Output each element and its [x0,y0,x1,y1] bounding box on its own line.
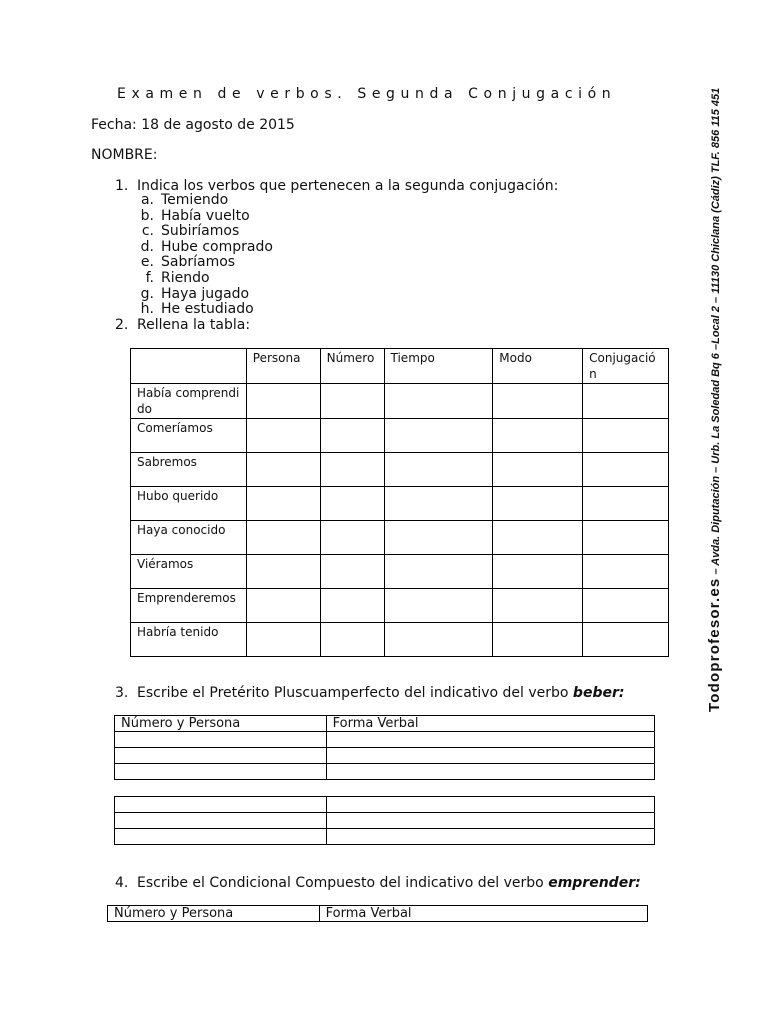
verb-table [130,348,669,657]
answer-cell[interactable] [326,813,654,829]
table-row [131,589,669,623]
verb-cell: Había comprendido [131,384,247,419]
answer-cell[interactable] [115,813,327,829]
table-row [115,813,655,829]
answer-cell[interactable] [320,589,384,623]
table-header-row [108,906,648,922]
table-row [115,748,655,764]
question-2-text: Rellena la tabla: [137,317,251,333]
name-line: NOMBRE: [91,147,158,163]
table-header-row [131,349,669,384]
answer-cell[interactable] [246,384,320,419]
answer-cell[interactable] [384,384,493,419]
question-1-options [130,193,273,318]
answer-cell[interactable] [115,797,327,813]
header-cell: Número y Persona [108,906,320,922]
list-item: e. Sabríamos [140,254,236,271]
header-cell: Número y Persona [115,716,327,732]
answer-cell[interactable] [493,589,583,623]
answer-cell[interactable] [384,521,493,555]
answer-cell[interactable] [384,623,493,657]
answer-cell[interactable] [384,419,493,453]
answer-cell[interactable] [246,521,320,555]
answer-cell[interactable] [326,732,654,748]
answer-cell[interactable] [115,829,327,845]
answer-cell[interactable] [320,487,384,521]
table-row [115,764,655,780]
side-footer [706,88,724,712]
answer-cell[interactable] [493,453,583,487]
answer-cell[interactable] [384,487,493,521]
question-2-number: 2. [115,317,129,333]
answer-cell[interactable] [246,487,320,521]
condicional-table [107,905,648,922]
table-row [115,797,655,813]
answer-cell[interactable] [583,384,669,419]
list-item: h. He estudiado [140,301,254,318]
question-4-number: 4. [115,875,129,891]
address-text: – Avda. Diputación – Urb. La Soledad Bq 6 –Local 2 – 11130 Chiclana (Cádiz) TLF. 856 115 451 [710,87,722,578]
answer-cell[interactable] [115,748,327,764]
answer-cell[interactable] [583,487,669,521]
answer-cell[interactable] [326,829,654,845]
verb-cell: Sabremos [131,453,247,487]
header-cell: Tiempo [384,349,493,384]
answer-cell[interactable] [246,589,320,623]
verb-cell: Viéramos [131,555,247,589]
answer-cell[interactable] [115,732,327,748]
answer-cell[interactable] [493,623,583,657]
brand-text: Todoprofesor.es [706,577,723,712]
question-3 [115,685,624,701]
page-title: Examen de verbos. Segunda Conjugación [117,86,617,102]
question-4 [115,875,641,891]
answer-cell[interactable] [493,384,583,419]
verb-cell: Hubo querido [131,487,247,521]
header-cell: Persona [246,349,320,384]
verb-cell: Haya conocido [131,521,247,555]
list-item: f. Riendo [145,269,210,286]
answer-cell[interactable] [246,419,320,453]
header-cell: Modo [493,349,583,384]
question-3-number: 3. [115,685,129,701]
answer-cell[interactable] [583,521,669,555]
answer-cell[interactable] [246,453,320,487]
table-row [115,732,655,748]
header-cell: Número [320,349,384,384]
answer-cell[interactable] [493,521,583,555]
list-item: d. Hube comprado [140,238,273,255]
pluscuamperfecto-table-1 [114,715,655,780]
answer-cell[interactable] [583,555,669,589]
answer-cell[interactable] [320,521,384,555]
question-1-number: 1. [115,178,129,194]
table-row [131,487,669,521]
answer-cell[interactable] [493,487,583,521]
answer-cell[interactable] [320,555,384,589]
table-row [131,453,669,487]
answer-cell[interactable] [246,555,320,589]
table-header-row [115,716,655,732]
verb-cell: Habría tenido [131,623,247,657]
table-row [115,829,655,845]
question-1-text: Indica los verbos que pertenecen a la segunda conjugación: [137,178,559,194]
header-cell: Forma Verbal [326,716,654,732]
date-line: Fecha: 18 de agosto de 2015 [91,117,295,133]
answer-cell[interactable] [493,555,583,589]
list-item: b. Había vuelto [140,207,250,224]
table-row [131,419,669,453]
answer-cell[interactable] [493,419,583,453]
question-4-verb: emprender: [548,875,641,891]
pluscuamperfecto-table-2 [114,796,655,845]
verb-cell: Comeríamos [131,419,247,453]
answer-cell[interactable] [246,623,320,657]
table-row [131,384,669,419]
answer-cell[interactable] [384,453,493,487]
answer-cell[interactable] [320,623,384,657]
header-cell [131,349,247,384]
answer-cell[interactable] [115,764,327,780]
verb-cell: Emprenderemos [131,589,247,623]
question-4-text: Escribe el Condicional Compuesto del indicativo del verbo [137,875,549,891]
answer-cell[interactable] [384,555,493,589]
question-3-verb: beber: [572,685,625,701]
answer-cell[interactable] [320,384,384,419]
list-item: a. Temiendo [140,192,229,208]
list-item: c. Subiríamos [141,223,240,240]
answer-cell[interactable] [326,764,654,780]
answer-cell[interactable] [320,453,384,487]
answer-cell[interactable] [583,419,669,453]
table-row [131,623,669,657]
header-cell: Forma Verbal [319,906,647,922]
answer-cell[interactable] [384,589,493,623]
answer-cell[interactable] [326,797,654,813]
list-item: g. Haya jugado [140,285,250,302]
answer-cell[interactable] [583,623,669,657]
answer-cell[interactable] [320,419,384,453]
table-row [131,555,669,589]
header-cell: Conjugación [583,349,669,384]
answer-cell[interactable] [583,589,669,623]
question-3-text: Escribe el Pretérito Pluscuamperfecto del indicativo del verbo [137,685,573,701]
answer-cell[interactable] [326,748,654,764]
table-row [131,521,669,555]
question-2 [115,317,250,333]
answer-cell[interactable] [583,453,669,487]
